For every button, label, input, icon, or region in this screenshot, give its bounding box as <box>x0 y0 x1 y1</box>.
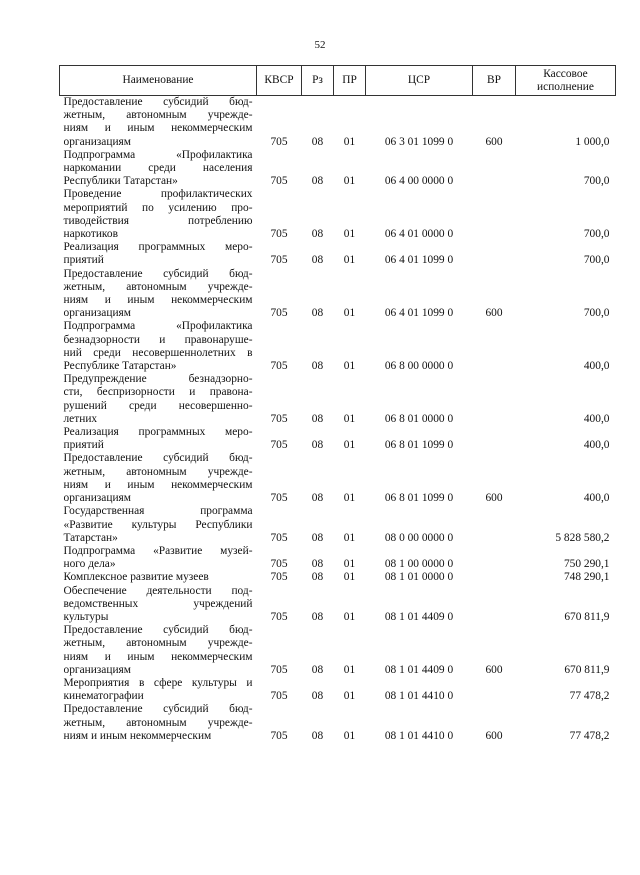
row-vr <box>473 320 516 373</box>
row-vr: 600 <box>485 729 503 742</box>
row-name-line: культуры <box>63 610 109 623</box>
row-csr: 06 4 01 1099 0 <box>384 307 454 320</box>
row-name-line: Республики Татарстан» <box>63 175 178 188</box>
row-vr <box>473 571 516 584</box>
row-kvsr: 705 <box>270 439 288 452</box>
row-rz: 08 <box>311 531 324 544</box>
row-vr <box>473 241 516 267</box>
table-row <box>60 426 616 452</box>
table-header-row <box>60 66 616 96</box>
row-name <box>60 624 257 677</box>
row-name <box>60 373 257 426</box>
column-header-amount-line2: исполнение <box>537 80 594 93</box>
row-name-line: ниям и иным некоммерческим <box>63 478 253 491</box>
row-amount: 750 290,1 <box>563 558 610 571</box>
page-number: 52 <box>314 39 326 51</box>
row-pr: 01 <box>343 360 356 373</box>
row-name <box>60 426 257 452</box>
row-name-line: Мероприятия в сфере культуры и <box>63 676 253 689</box>
row-name-line: Татарстан» <box>63 531 118 544</box>
row-pr: 01 <box>343 558 356 571</box>
row-name-line: ного дела» <box>63 558 116 571</box>
row-name <box>60 545 257 571</box>
table-row <box>60 505 616 545</box>
table-row <box>60 677 616 703</box>
row-name-line: наркотиков <box>63 228 118 241</box>
row-name-line: ниям и иным некоммерческим <box>63 729 212 742</box>
table-row <box>60 268 616 321</box>
row-kvsr: 705 <box>270 663 288 676</box>
row-pr: 01 <box>343 729 356 742</box>
column-header-amount-line1: Кассовое <box>543 67 588 80</box>
row-name-line: приятий <box>63 439 104 452</box>
row-name <box>60 452 257 505</box>
row-name-line: Предоставление субсидий бюд- <box>63 267 253 280</box>
row-name-line: ний среди несовершеннолетних в <box>63 346 253 359</box>
row-name-line: Предоставление субсидий бюд- <box>63 624 253 637</box>
row-amount: 77 478,2 <box>569 729 610 742</box>
row-pr: 01 <box>343 690 356 703</box>
row-pr: 01 <box>343 439 356 452</box>
table-row <box>60 585 616 625</box>
row-kvsr: 705 <box>270 175 288 188</box>
table-row <box>60 96 616 149</box>
row-kvsr: 705 <box>270 307 288 320</box>
row-pr: 01 <box>343 663 356 676</box>
column-header-kvsr: КВСР <box>257 66 302 96</box>
row-name-line: кинематографии <box>63 690 144 703</box>
row-csr: 08 0 00 0000 0 <box>384 531 454 544</box>
row-name-line: организациям <box>63 135 132 148</box>
row-name <box>60 505 257 545</box>
row-name-line: летних <box>63 412 98 425</box>
row-kvsr: 705 <box>270 729 288 742</box>
row-name-line: сти, беспризорности и правона- <box>63 386 253 399</box>
row-name-line: ниям и иным некоммерческим <box>63 122 253 135</box>
row-name <box>60 268 257 321</box>
row-name-line: безнадзорности и правонаруше- <box>63 333 253 346</box>
row-csr: 06 8 01 0000 0 <box>384 412 454 425</box>
row-rz: 08 <box>311 360 324 373</box>
row-vr <box>473 677 516 703</box>
column-header-csr: ЦСР <box>366 66 473 96</box>
row-name-line: организациям <box>63 492 132 505</box>
row-amount: 700,0 <box>583 254 610 267</box>
row-name-line: жетным, автономным учрежде- <box>63 716 253 729</box>
row-name-line: тиводействия потреблению <box>63 214 253 227</box>
row-name-line: жетным, автономным учрежде- <box>63 109 253 122</box>
row-kvsr: 705 <box>270 690 288 703</box>
row-kvsr: 705 <box>270 360 288 373</box>
row-name-line: Реализация программных меро- <box>63 426 253 439</box>
row-name-line: Предоставление субсидий бюд- <box>63 703 253 716</box>
row-name-line: Подпрограмма «Профилактика <box>63 320 253 333</box>
row-amount: 748 290,1 <box>563 571 610 584</box>
row-rz: 08 <box>311 135 324 148</box>
row-csr: 08 1 01 0000 0 <box>384 571 454 584</box>
row-vr <box>473 426 516 452</box>
row-pr: 01 <box>343 571 356 584</box>
row-amount: 400,0 <box>583 412 610 425</box>
row-kvsr: 705 <box>270 228 288 241</box>
row-pr: 01 <box>343 610 356 623</box>
table-row <box>60 545 616 571</box>
row-pr: 01 <box>343 175 356 188</box>
row-amount: 77 478,2 <box>569 690 610 703</box>
row-vr <box>473 545 516 571</box>
row-rz: 08 <box>311 729 324 742</box>
table-row <box>60 320 616 373</box>
row-csr: 06 8 00 0000 0 <box>384 360 454 373</box>
row-csr: 06 4 01 0000 0 <box>384 228 454 241</box>
column-header-name: Наименование <box>60 66 257 96</box>
row-rz: 08 <box>311 558 324 571</box>
row-vr <box>473 505 516 545</box>
row-name-line: мероприятий по усилению про- <box>63 201 253 214</box>
row-pr: 01 <box>343 228 356 241</box>
row-csr: 06 4 00 0000 0 <box>384 175 454 188</box>
table-row <box>60 149 616 189</box>
row-name <box>60 703 257 743</box>
row-name-line: Обеспечение деятельности под- <box>63 584 253 597</box>
row-name-line: рушений среди несовершенно- <box>63 399 253 412</box>
table-row <box>60 624 616 677</box>
row-name-line: жетным, автономным учрежде- <box>63 637 253 650</box>
row-rz: 08 <box>311 663 324 676</box>
table-row <box>60 188 616 241</box>
row-kvsr: 705 <box>270 492 288 505</box>
row-name-line: Реализация программных меро- <box>63 241 253 254</box>
column-header-amount <box>516 66 616 96</box>
row-kvsr: 705 <box>270 412 288 425</box>
row-name-line: Подпрограмма «Профилактика <box>63 148 253 161</box>
row-kvsr: 705 <box>270 254 288 267</box>
row-rz: 08 <box>311 175 324 188</box>
row-name <box>60 96 257 149</box>
row-amount: 700,0 <box>583 228 610 241</box>
row-name-line: приятий <box>63 254 104 267</box>
table-row <box>60 703 616 743</box>
row-csr: 08 1 01 4410 0 <box>384 729 454 742</box>
row-name <box>60 241 257 267</box>
row-name-line: ниям и иным некоммерческим <box>63 294 253 307</box>
row-vr: 600 <box>485 135 503 148</box>
row-kvsr: 705 <box>270 531 288 544</box>
row-vr <box>473 373 516 426</box>
row-name-line: ниям и иным некоммерческим <box>63 650 253 663</box>
row-rz: 08 <box>311 610 324 623</box>
row-amount: 5 828 580,2 <box>555 531 610 544</box>
row-amount: 400,0 <box>583 439 610 452</box>
row-amount: 700,0 <box>583 175 610 188</box>
row-name <box>60 585 257 625</box>
row-rz: 08 <box>311 492 324 505</box>
row-name-line: организациям <box>63 307 132 320</box>
row-csr: 08 1 01 4410 0 <box>384 690 454 703</box>
row-rz: 08 <box>311 412 324 425</box>
row-csr: 06 8 01 1099 0 <box>384 492 454 505</box>
row-name-line: Предупреждение безнадзорно- <box>63 373 253 386</box>
row-vr: 600 <box>485 663 503 676</box>
row-name <box>60 320 257 373</box>
row-vr <box>473 585 516 625</box>
row-name-line: организациям <box>63 663 132 676</box>
row-kvsr: 705 <box>270 135 288 148</box>
row-vr <box>473 149 516 189</box>
row-name-line: Подпрограмма «Развитие музей- <box>63 544 253 557</box>
row-name <box>60 677 257 703</box>
row-pr: 01 <box>343 531 356 544</box>
row-csr: 06 4 01 1099 0 <box>384 254 454 267</box>
column-header-rz: Рз <box>302 66 334 96</box>
row-name-line: Предоставление субсидий бюд- <box>63 452 253 465</box>
column-header-vr: ВР <box>473 66 516 96</box>
row-amount: 670 811,9 <box>564 663 610 676</box>
row-rz: 08 <box>311 228 324 241</box>
row-pr: 01 <box>343 307 356 320</box>
row-csr: 08 1 01 4409 0 <box>384 610 454 623</box>
row-amount: 1 000,0 <box>575 135 610 148</box>
row-name <box>60 571 257 584</box>
row-pr: 01 <box>343 412 356 425</box>
table-body <box>60 96 616 743</box>
row-name-line: Проведение профилактических <box>63 188 253 201</box>
row-vr: 600 <box>485 307 503 320</box>
row-name-line: жетным, автономным учрежде- <box>63 465 253 478</box>
row-rz: 08 <box>311 307 324 320</box>
row-name-line: Государственная программа <box>63 505 253 518</box>
row-csr: 06 8 01 1099 0 <box>384 439 454 452</box>
row-kvsr: 705 <box>270 558 288 571</box>
table-row <box>60 452 616 505</box>
column-header-pr: ПР <box>334 66 366 96</box>
row-kvsr: 705 <box>270 610 288 623</box>
row-amount: 400,0 <box>583 360 610 373</box>
budget-table <box>59 65 616 743</box>
table-row <box>60 373 616 426</box>
row-csr: 08 1 00 0000 0 <box>384 558 454 571</box>
row-name <box>60 188 257 241</box>
row-rz: 08 <box>311 439 324 452</box>
row-name-line: «Развитие культуры Республики <box>63 518 253 531</box>
row-name-line: Республике Татарстан» <box>63 360 177 373</box>
row-vr <box>473 188 516 241</box>
row-name-line: Предоставление субсидий бюд- <box>63 96 253 108</box>
row-vr: 600 <box>485 492 503 505</box>
row-kvsr: 705 <box>270 571 288 584</box>
row-pr: 01 <box>343 254 356 267</box>
row-pr: 01 <box>343 492 356 505</box>
row-amount: 700,0 <box>583 307 610 320</box>
row-name-line: ведомственных учреждений <box>63 597 253 610</box>
row-name <box>60 149 257 189</box>
row-pr: 01 <box>343 135 356 148</box>
row-csr: 08 1 01 4409 0 <box>384 663 454 676</box>
row-name-line: Комплексное развитие музеев <box>63 571 209 584</box>
row-name-line: наркомании среди населения <box>63 162 253 175</box>
row-name-line: жетным, автономным учрежде- <box>63 280 253 293</box>
row-amount: 670 811,9 <box>564 610 610 623</box>
row-rz: 08 <box>311 571 324 584</box>
row-rz: 08 <box>311 254 324 267</box>
row-rz: 08 <box>311 690 324 703</box>
table-row <box>60 571 616 584</box>
table-row <box>60 241 616 267</box>
row-amount: 400,0 <box>583 492 610 505</box>
row-csr: 06 3 01 1099 0 <box>384 135 454 148</box>
